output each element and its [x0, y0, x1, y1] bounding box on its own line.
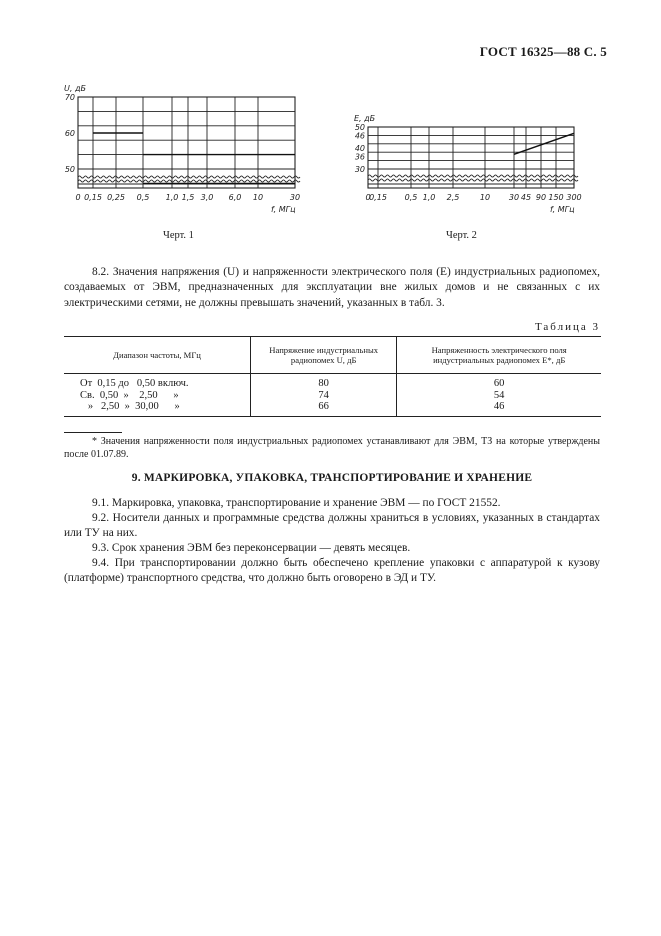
x-tick-label: 30: [289, 193, 301, 202]
footnote: * Значения напряженности поля индустриальных радиопомех устанавливают для ЭВМ, ТЗ на которые утверждены после 01.07.89.: [64, 436, 600, 460]
y-tick-label: 60: [64, 129, 75, 138]
x-tick-label: 0,25: [107, 193, 125, 202]
x-tick-label: 6,0: [228, 193, 242, 202]
chart-2-svg: [340, 108, 600, 218]
x-tick-label: 45: [520, 193, 532, 202]
table-header-field: Напряженность электрического поля индустриальных радиопомех E*, дБ: [397, 337, 601, 374]
table-3-title: Таблица 3: [534, 321, 600, 333]
x-tick-label: 0: [365, 193, 371, 202]
chart-1: [58, 78, 308, 218]
item-9-2: 9.2. Носители данных и программные средства должны храниться в условиях, указанных в стандартах или ТУ на них.: [64, 512, 600, 539]
y-axis-label: U, дБ: [64, 84, 86, 93]
table-cell-e: 46: [397, 401, 601, 416]
x-tick-label: 1,0: [165, 193, 179, 202]
paragraph-8-2-text: 8.2. Значения напряжения (U) и напряженности электрического поля (E) индустриальных радиопомех, создаваемых от ЭВМ, предназначенных для эксплуатации вне жилых домов и не связанных с их электрическими сетями, не должны превышать значений, указанных в табл. 3.: [64, 266, 600, 309]
table-cell-u: 80: [251, 374, 397, 390]
table-header-voltage: Напряжение индустриальных радиопомех U, дБ: [251, 337, 397, 374]
x-tick-label: 90: [535, 193, 547, 202]
x-axis-label: f, МГц: [550, 205, 575, 214]
x-tick-label: 150: [548, 193, 564, 202]
footnote-rule: [64, 432, 122, 433]
y-tick-label: 30: [354, 165, 365, 174]
y-axis-label: E, дБ: [354, 114, 376, 123]
x-tick-label: 300: [566, 193, 582, 202]
table-cell-u: 66: [251, 401, 397, 416]
table-cell-range: » 2,50 » 30,00 »: [80, 401, 180, 412]
x-tick-label: 1,5: [181, 193, 195, 202]
table-row: [64, 401, 601, 416]
table-cell-u: 74: [251, 390, 397, 402]
x-tick-label: 2,5: [446, 193, 460, 202]
item-9-3: 9.3. Срок хранения ЭВМ без переконсервации — девять месяцев.: [92, 542, 411, 554]
table-cell-range: От 0,15 до 0,50 включ.: [80, 378, 189, 389]
x-axis-label: f, МГц: [271, 205, 296, 214]
x-tick-label: 0,5: [136, 193, 150, 202]
table-cell-e: 54: [397, 390, 601, 402]
chart-1-svg: [58, 78, 308, 218]
x-tick-label: 10: [252, 193, 264, 202]
paragraph-8-2: [64, 265, 600, 311]
chart-frame: [78, 97, 295, 188]
table-header-range: Диапазон частоты, МГц: [64, 337, 251, 374]
y-tick-label: 36: [354, 152, 365, 162]
section-9-heading: 9. МАРКИРОВКА, УПАКОВКА, ТРАНСПОРТИРОВАНИЕ И ХРАНЕНИЕ: [131, 472, 533, 484]
y-tick-label: 70: [64, 93, 75, 102]
y-tick-label: 46: [354, 131, 365, 141]
x-tick-label: 0: [75, 193, 81, 202]
x-tick-label: 0,5: [404, 193, 418, 202]
chart-2: [340, 108, 600, 218]
page-header: ГОСТ 16325—88 С. 5: [479, 44, 607, 59]
table-row: [64, 374, 601, 390]
y-tick-label: 50: [354, 123, 365, 132]
axis-break: [368, 179, 578, 181]
x-tick-label: 3,0: [200, 193, 214, 202]
y-tick-label: 40: [354, 144, 365, 153]
chart-2-caption: Черт. 2: [446, 230, 477, 241]
x-tick-label: 0,15: [369, 193, 387, 202]
item-9-1: 9.1. Маркировка, упаковка, транспортирование и хранение ЭВМ — по ГОСТ 21552.: [92, 497, 501, 509]
y-tick-label: 50: [64, 165, 75, 174]
x-tick-label: 0,15: [84, 193, 102, 202]
table-3: [64, 336, 601, 417]
x-tick-label: 10: [479, 193, 491, 202]
table-cell-range: Св. 0,50 » 2,50 »: [80, 389, 179, 401]
table-cell-e: 60: [397, 374, 601, 390]
x-tick-label: 1,0: [422, 193, 436, 202]
x-tick-label: 30: [508, 193, 520, 202]
table-row: [64, 390, 601, 402]
axis-break: [368, 175, 578, 177]
chart-1-caption: Черт. 1: [163, 230, 194, 241]
item-9-4: 9.4. При транспортировании должно быть обеспечено крепление упаковки с аппаратурой к кузову (платформе) транспортного средства, что должно быть оговорено в ЭД и ТУ.: [64, 557, 600, 584]
axis-break: [78, 180, 300, 182]
axis-break: [78, 176, 300, 178]
